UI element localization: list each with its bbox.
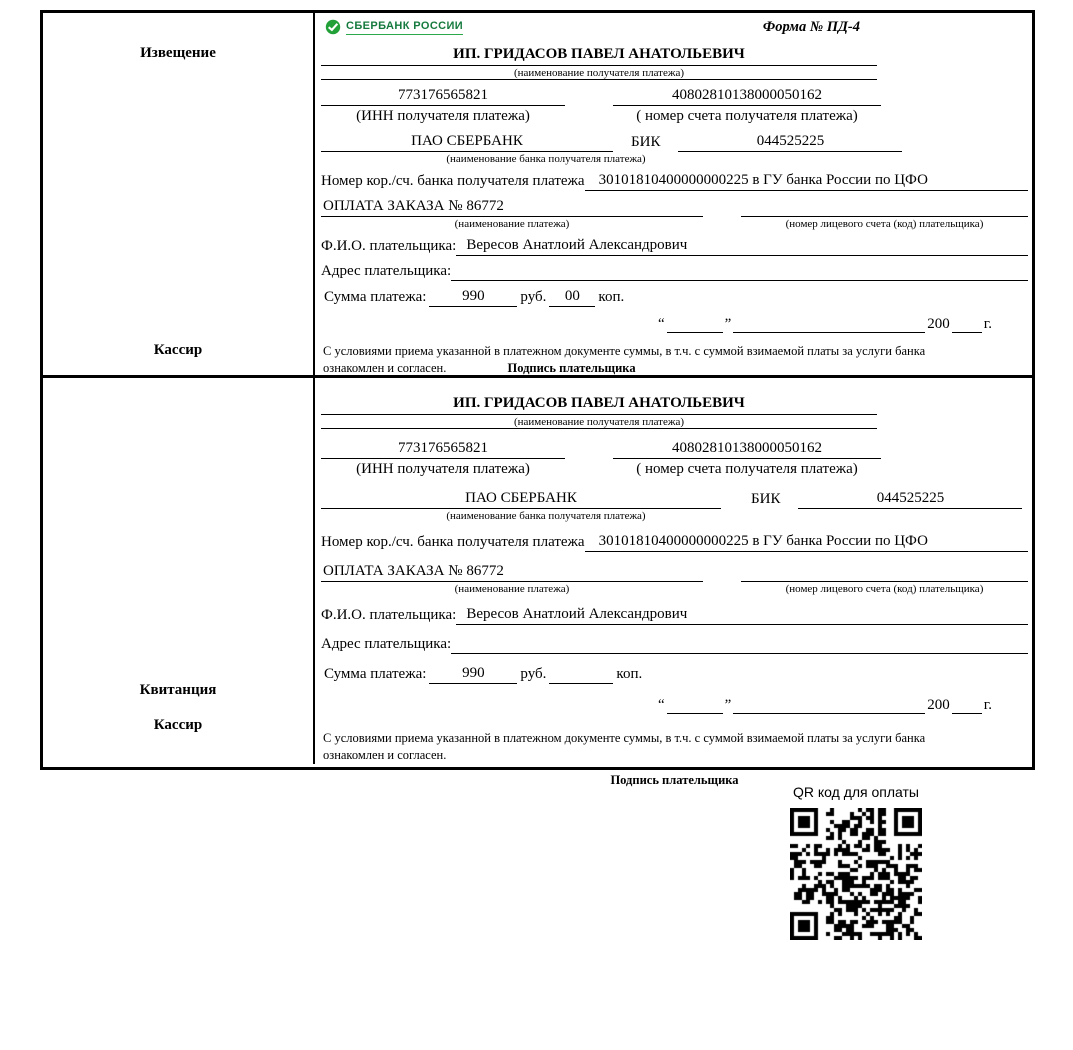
year-prefix: 200 xyxy=(927,315,950,332)
sberbank-logo-text: СБЕРБАНК РОССИИ xyxy=(346,20,463,35)
bank-row xyxy=(321,132,1028,152)
payment-caption: (наименование платежа) xyxy=(454,217,570,230)
qr-caption: QR код для оплаты xyxy=(792,784,919,800)
corr-account-value: 30101810400000000225 в ГУ банка России по ЦФО xyxy=(585,171,1028,191)
terms-line2: ознакомлен и согласен. xyxy=(323,747,447,762)
terms-line2-row xyxy=(323,360,1028,376)
date-row xyxy=(321,696,994,715)
year-suffix: г. xyxy=(983,696,992,713)
inn-account-captions xyxy=(321,460,881,479)
date-day-blank xyxy=(667,713,723,714)
inn-value: 773176565821 xyxy=(321,439,565,459)
payment-purpose-value: ОПЛАТА ЗАКАЗА № 86772 xyxy=(321,197,703,217)
bik-label: БИК xyxy=(751,490,781,507)
corr-account-row xyxy=(321,171,1028,191)
terms-text xyxy=(321,343,1028,376)
receipt-body xyxy=(315,378,1032,787)
qr-code xyxy=(790,808,922,940)
kop-label: коп. xyxy=(598,288,625,305)
sum-label: Сумма платежа: xyxy=(324,288,427,305)
inn-account-row xyxy=(321,86,881,106)
account-caption: ( номер счета получателя платежа) xyxy=(636,461,858,478)
payment-purpose-value: ОПЛАТА ЗАКАЗА № 86772 xyxy=(321,562,703,582)
account-value: 40802810138000050162 xyxy=(613,439,881,459)
payment-purpose-row xyxy=(321,562,1028,582)
recipient-caption: (наименование получателя платежа) xyxy=(321,416,877,430)
payer-address-row xyxy=(321,262,1028,281)
payer-name-row xyxy=(321,236,1028,256)
payer-name-row xyxy=(321,605,1028,625)
notice-section xyxy=(43,13,1032,375)
qr-block xyxy=(784,784,928,940)
payment-sum-row xyxy=(321,664,1028,684)
receipt-label: Квитанция xyxy=(139,682,217,698)
bank-name-value: ПАО СБЕРБАНК xyxy=(321,132,613,152)
date-day-blank xyxy=(667,332,723,333)
terms-line2: ознакомлен и согласен. xyxy=(323,360,447,375)
payer-name-label: Ф.И.О. плательщика: xyxy=(321,238,457,255)
bank-row xyxy=(321,489,1028,509)
account-value: 40802810138000050162 xyxy=(613,86,881,106)
personal-account-caption: (номер лицевого счета (код) плательщика) xyxy=(785,582,984,595)
corr-account-value: 30101810400000000225 в ГУ банка России по ЦФО xyxy=(585,532,1028,552)
notice-label: Извещение xyxy=(140,45,216,61)
cashier-label: Кассир xyxy=(153,717,203,733)
bik-label: БИК xyxy=(631,133,661,150)
recipient-caption: (наименование получателя платежа) xyxy=(321,67,877,81)
notice-header xyxy=(321,17,1028,43)
inn-value: 773176565821 xyxy=(321,86,565,106)
date-month-blank xyxy=(733,332,925,333)
pd4-payment-form xyxy=(40,10,1035,787)
quote-open: “ xyxy=(657,315,665,332)
bank-name-value: ПАО СБЕРБАНК xyxy=(321,489,721,509)
personal-account-blank xyxy=(741,216,1028,217)
signature-label: Подпись плательщика xyxy=(610,772,739,787)
personal-account-blank xyxy=(741,581,1028,582)
sum-kop-value: 00 xyxy=(549,287,595,307)
payer-address-value xyxy=(451,280,1028,281)
payer-name-value: Вересов Анатлоий Александрович xyxy=(456,605,1028,625)
corr-account-label: Номер кор./сч. банка получателя платежа xyxy=(321,173,585,190)
recipient-name: ИП. ГРИДАСОВ ПАВЕЛ АНАТОЛЬЕВИЧ xyxy=(321,394,877,415)
date-month-blank xyxy=(733,713,925,714)
payer-address-label: Адрес плательщика: xyxy=(321,263,452,280)
bik-value: 044525225 xyxy=(678,132,902,152)
personal-account-caption: (номер лицевого счета (код) плательщика) xyxy=(785,217,984,230)
form-number: Форма № ПД-4 xyxy=(762,19,860,35)
purpose-captions xyxy=(321,218,1028,231)
sum-rub-value: 990 xyxy=(429,664,517,684)
payment-purpose-row xyxy=(321,197,1028,217)
inn-caption: (ИНН получателя платежа) xyxy=(356,108,530,125)
cashier-label: Кассир xyxy=(153,342,203,358)
receipt-section xyxy=(43,375,1032,787)
sberbank-logo xyxy=(325,19,463,35)
terms-line1: С условиями приема указанной в платежном документе суммы, в т.ч. с суммой взимаемой платы за услуги банка xyxy=(323,731,926,746)
receipt-left-column xyxy=(43,378,315,764)
recipient-name: ИП. ГРИДАСОВ ПАВЕЛ АНАТОЛЬЕВИЧ xyxy=(321,45,877,66)
rub-label: руб. xyxy=(520,288,547,305)
inn-account-captions xyxy=(321,107,881,126)
corr-account-label: Номер кор./сч. банка получателя платежа xyxy=(321,534,585,551)
sum-label: Сумма платежа: xyxy=(324,665,427,682)
bank-caption: (наименование банка получателя платежа) xyxy=(446,509,646,522)
sberbank-icon xyxy=(325,19,341,35)
inn-caption: (ИНН получателя платежа) xyxy=(356,461,530,478)
payer-name-value: Вересов Анатлоий Александрович xyxy=(456,236,1028,256)
year-prefix: 200 xyxy=(927,696,950,713)
payer-address-value xyxy=(451,653,1028,654)
inn-account-row xyxy=(321,439,881,459)
purpose-captions xyxy=(321,583,1028,596)
sum-kop-value xyxy=(549,683,613,684)
rub-label: руб. xyxy=(520,665,547,682)
bik-value: 044525225 xyxy=(798,489,1022,509)
payment-sum-row xyxy=(321,287,1028,307)
bank-caption: (наименование банка получателя платежа) xyxy=(446,152,646,165)
year-suffix: г. xyxy=(983,315,992,332)
date-row xyxy=(321,315,994,334)
quote-close: ” xyxy=(724,696,732,713)
terms-text xyxy=(321,730,1028,763)
terms-line1: С условиями приема указанной в платежном документе суммы, в т.ч. с суммой взимаемой платы за услуги банка xyxy=(323,344,926,359)
date-year-blank xyxy=(952,713,982,714)
corr-account-row xyxy=(321,532,1028,552)
notice-left-column xyxy=(43,13,315,375)
quote-close: ” xyxy=(724,315,732,332)
payer-name-label: Ф.И.О. плательщика: xyxy=(321,607,457,624)
payer-address-row xyxy=(321,635,1028,654)
payer-address-label: Адрес плательщика: xyxy=(321,636,452,653)
kop-label: коп. xyxy=(616,665,643,682)
quote-open: “ xyxy=(657,696,665,713)
sum-rub-value: 990 xyxy=(429,287,517,307)
account-caption: ( номер счета получателя платежа) xyxy=(636,108,858,125)
payment-caption: (наименование платежа) xyxy=(454,582,570,595)
signature-label: Подпись плательщика xyxy=(507,360,636,375)
notice-body xyxy=(315,13,1032,375)
date-year-blank xyxy=(952,332,982,333)
